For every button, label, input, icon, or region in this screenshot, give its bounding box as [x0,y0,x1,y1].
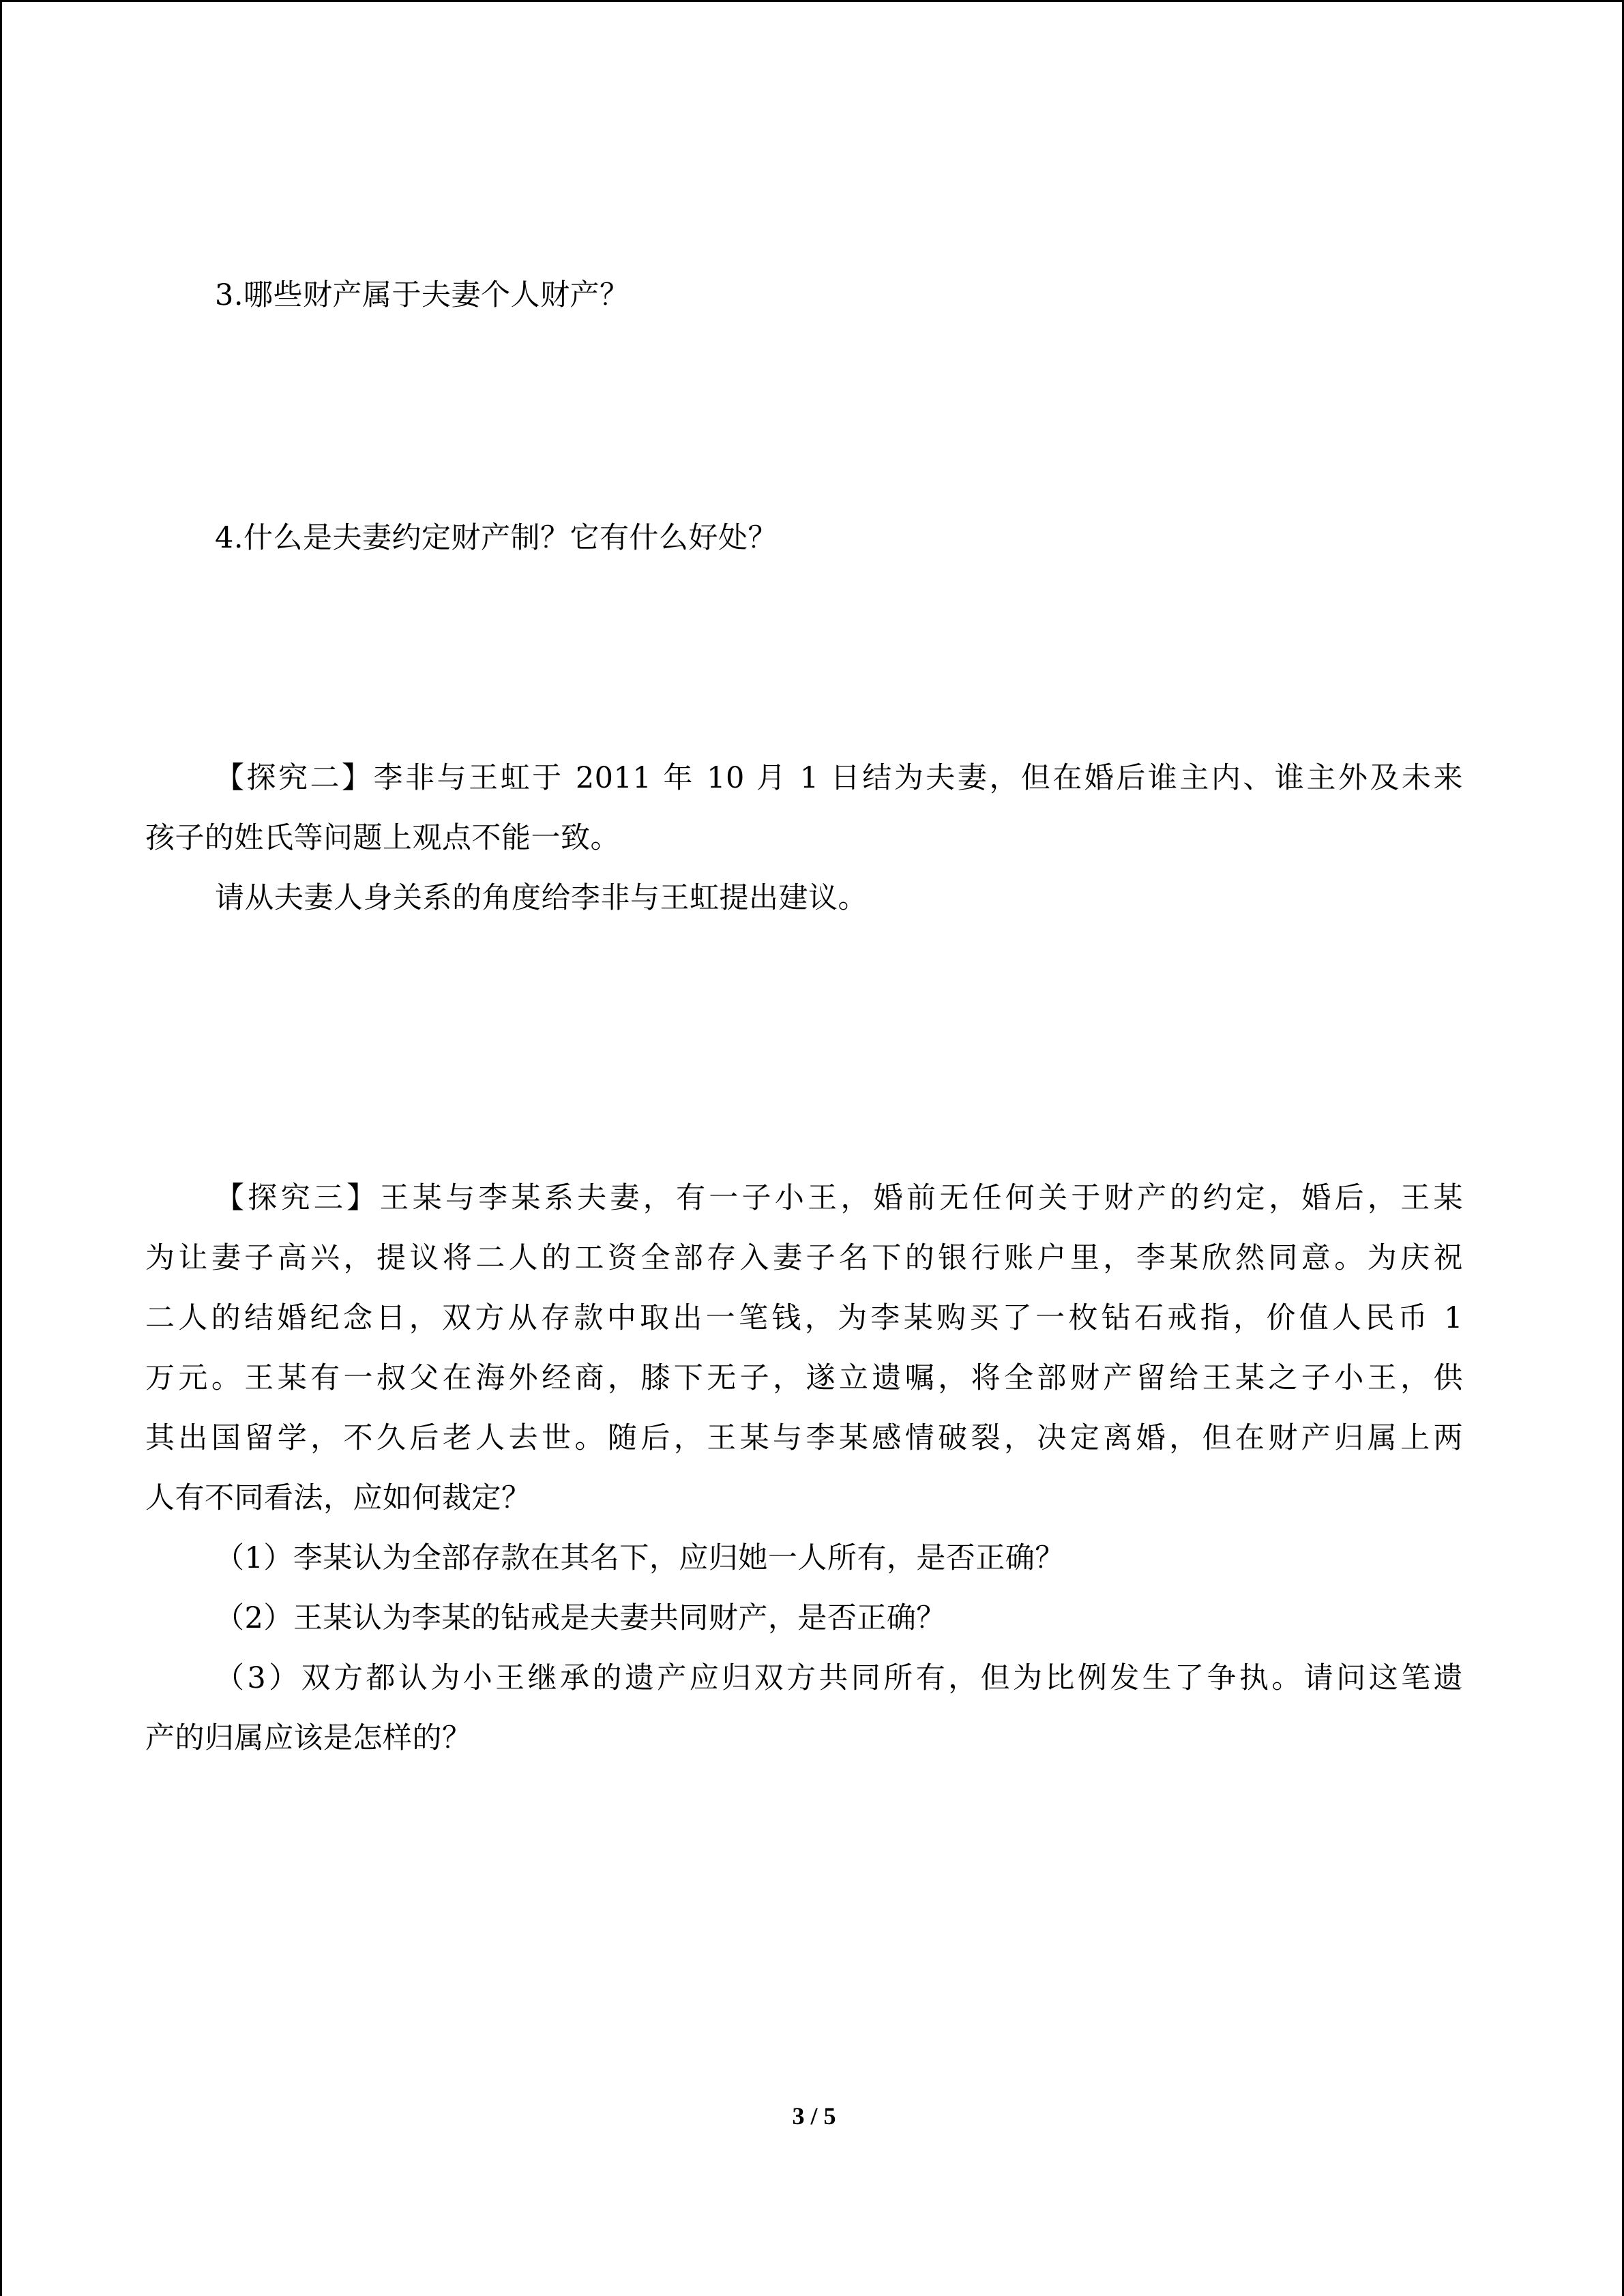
inquiry-3-subquestion-3-line-2: 产的归属应该是怎样的？ [145,1721,472,1755]
page-number: 3 / 5 [792,2102,836,2130]
inquiry-3-line-5: 其出国留学，不久后老人去世。随后，王某与李某感情破裂，决定离婚，但在财产归属上两 [145,1421,1463,1455]
inquiry-2-line-2: 孩子的姓氏等问题上观点不能一致。 [145,821,620,855]
question-4: 4.什么是夫妻约定财产制？它有什么好处？ [215,521,778,555]
inquiry-3-line-1: 【探究三】王某与李某系夫妻，有一子小王，婚前无任何关于财产的约定，婚后，王某 [215,1181,1463,1215]
inquiry-2-line-1: 【探究二】李非与王虹于 2011 年 10 月 1 日结为夫妻，但在婚后谁主内、谁主外及未来 [215,761,1463,795]
inquiry-3-line-4: 万元。王某有一叔父在海外经商，膝下无子，遂立遗嘱，将全部财产留给王某之子小王，供 [145,1361,1463,1395]
question-3: 3.哪些财产属于夫妻个人财产？ [215,278,630,312]
inquiry-3-subquestion-2: （2）王某认为李某的钻戒是夫妻共同财产，是否正确？ [215,1601,946,1635]
inquiry-3-line-6: 人有不同看法，应如何裁定？ [145,1481,531,1515]
inquiry-3-subquestion-3-line-1: （3）双方都认为小王继承的遗产应归双方共同所有，但为比例发生了争执。请问这笔遗 [215,1661,1463,1695]
inquiry-2-prompt: 请从夫妻人身关系的角度给李非与王虹提出建议。 [215,881,868,915]
inquiry-3-line-2: 为让妻子高兴，提议将二人的工资全部存入妻子名下的银行账户里，李某欣然同意。为庆祝 [145,1241,1463,1275]
inquiry-3-line-3: 二人的结婚纪念日，双方从存款中取出一笔钱，为李某购买了一枚钻石戒指，价值人民币 1 [145,1301,1463,1335]
inquiry-3-subquestion-1: （1）李某认为全部存款在其名下，应归她一人所有，是否正确？ [215,1541,1065,1575]
